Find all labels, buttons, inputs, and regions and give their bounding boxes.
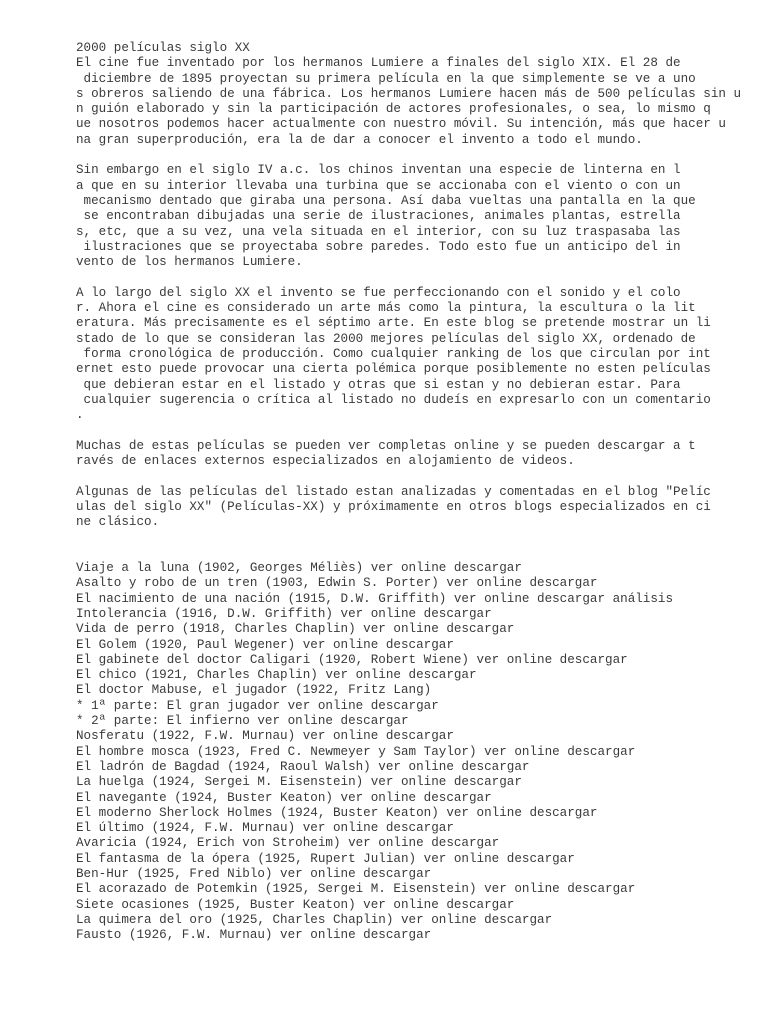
paragraph-online [76, 439, 756, 470]
paragraph-line: ulas del siglo XX" (Películas-XX) y próximamente en otros blogs especializados en ci [76, 499, 711, 514]
paragraph-chinese-lantern [76, 163, 756, 270]
list-item: El nacimiento de una nación (1915, D.W. Griffith) ver online descargar análisis [76, 591, 674, 606]
paragraph-line: A lo largo del siglo XX el invento se fue perfeccionando con el sonido y el colo [76, 285, 681, 300]
list-item: Siete ocasiones (1925, Buster Keaton) ver online descargar [76, 897, 515, 912]
list-item: La quimera del oro (1925, Charles Chaplin) ver online descargar [76, 912, 553, 927]
paragraph-line: s, etc, que a su vez, una vela situada en el interior, con su luz traspasaba las [76, 224, 681, 239]
paragraph-line: El cine fue inventado por los hermanos Lumiere a finales del siglo XIX. El 28 de [76, 56, 681, 71]
list-item: Vida de perro (1918, Charles Chaplin) ver online descargar [76, 622, 515, 637]
list-item: El navegante (1924, Buster Keaton) ver online descargar [76, 790, 492, 805]
list-item: El moderno Sherlock Holmes (1924, Buster Keaton) ver online descargar [76, 805, 598, 820]
paragraph-spacer [76, 423, 756, 438]
document-title: 2000 películas siglo XX [76, 41, 250, 55]
paragraph-line: mecanismo dentado que giraba una persona. Así daba vueltas una pantalla en la que [76, 193, 696, 208]
list-item: El doctor Mabuse, el jugador (1922, Fritz Lang) [76, 683, 432, 698]
paragraph-line: Muchas de estas películas se pueden ver completas online y se pueden descargar a t [76, 438, 696, 453]
paragraph-line: ravés de enlaces externos especializados en alojamiento de videos. [76, 454, 575, 469]
paragraph-line: a que en su interior llevaba una turbina que se accionaba con el viento o con un [76, 178, 681, 193]
paragraph-line: forma cronológica de producción. Como cualquier ranking de los que circulan por int [76, 346, 711, 361]
paragraph-line: stado de lo que se consideran las 2000 mejores películas del siglo XX, ordenado de [76, 331, 696, 346]
paragraph-line: n guión elaborado y sin la participación de actores profesionales, o sea, lo mismo q [76, 102, 711, 117]
paragraph-line: ne clásico. [76, 515, 160, 530]
paragraph-twentieth-century [76, 286, 756, 424]
paragraph-line: na gran superprodución, era la de dar a conocer el invento a todo el mundo. [76, 132, 643, 147]
paragraph-spacer [76, 469, 756, 484]
list-item: El fantasma de la ópera (1925, Rupert Julian) ver online descargar [76, 851, 575, 866]
list-item: El ladrón de Bagdad (1924, Raoul Walsh) ver online descargar [76, 759, 530, 774]
list-item: El chico (1921, Charles Chaplin) ver online descargar [76, 668, 477, 683]
list-item: El Golem (1920, Paul Wegener) ver online descargar [76, 637, 454, 652]
paragraph-line: que debieran estar en el listado y otras que si estan y no debieran estar. Para [76, 377, 681, 392]
list-item: Viaje a la luna (1902, Georges Méliès) ver online descargar [76, 561, 522, 576]
document-page [76, 41, 756, 944]
paragraph-blog [76, 485, 756, 531]
paragraph-line: ue nosotros podemos hacer actualmente con nuestro móvil. Su intención, más que hacer u [76, 117, 726, 132]
list-item: Intolerancia (1916, D.W. Griffith) ver online descargar [76, 606, 492, 621]
list-item: El hombre mosca (1923, Fred C. Newmeyer y Sam Taylor) ver online descargar [76, 744, 636, 759]
list-item: Avaricia (1924, Erich von Stroheim) ver online descargar [76, 836, 500, 851]
paragraph-spacer [76, 148, 756, 163]
paragraph-line: . [76, 408, 84, 423]
list-item: El último (1924, F.W. Murnau) ver online descargar [76, 821, 454, 836]
paragraph-line: diciembre de 1895 proyectan su primera película en la que simplemente se ve a uno [76, 71, 696, 86]
paragraph-line: ernet esto puede provocar una cierta polémica porque posiblemente no esten películas [76, 362, 711, 377]
list-item: Nosferatu (1922, F.W. Murnau) ver online descargar [76, 729, 454, 744]
list-item: Ben-Hur (1925, Fred Niblo) ver online descargar [76, 867, 432, 882]
paragraph-spacer [76, 531, 756, 562]
paragraph-intro [76, 56, 756, 148]
list-item: El acorazado de Potemkin (1925, Sergei M. Eisenstein) ver online descargar [76, 882, 636, 897]
list-item: Fausto (1926, F.W. Murnau) ver online descargar [76, 928, 432, 943]
paragraph-line: cualquier sugerencia o crítica al listado no dudeís en expresarlo con un comentario [76, 392, 711, 407]
paragraph-line: Algunas de las películas del listado estan analizadas y comentadas en el blog "Pelíc [76, 484, 711, 499]
paragraph-line: eratura. Más precisamente es el séptimo arte. En este blog se pretende mostrar un li [76, 316, 711, 331]
film-list [76, 561, 756, 943]
paragraph-line: s obreros saliendo de una fábrica. Los hermanos Lumiere hacen más de 500 películas sin u [76, 86, 742, 101]
paragraph-line: r. Ahora el cine es considerado un arte más como la pintura, la escultura o la lit [76, 301, 696, 316]
list-item: Asalto y robo de un tren (1903, Edwin S. Porter) ver online descargar [76, 576, 598, 591]
list-item: * 2ª parte: El infierno ver online descargar [76, 714, 409, 729]
paragraph-line: Sin embargo en el siglo IV a.c. los chinos inventan una especie de linterna en l [76, 163, 681, 178]
list-item: El gabinete del doctor Caligari (1920, Robert Wiene) ver online descargar [76, 652, 628, 667]
list-item: La huelga (1924, Sergei M. Eisenstein) ver online descargar [76, 775, 522, 790]
paragraph-line: vento de los hermanos Lumiere. [76, 255, 303, 270]
list-item: * 1ª parte: El gran jugador ver online descargar [76, 698, 439, 713]
paragraph-spacer [76, 270, 756, 285]
paragraph-line: se encontraban dibujadas una serie de ilustraciones, animales plantas, estrella [76, 209, 681, 224]
paragraph-line: ilustraciones que se proyectaba sobre paredes. Todo esto fue un anticipo del in [76, 239, 681, 254]
